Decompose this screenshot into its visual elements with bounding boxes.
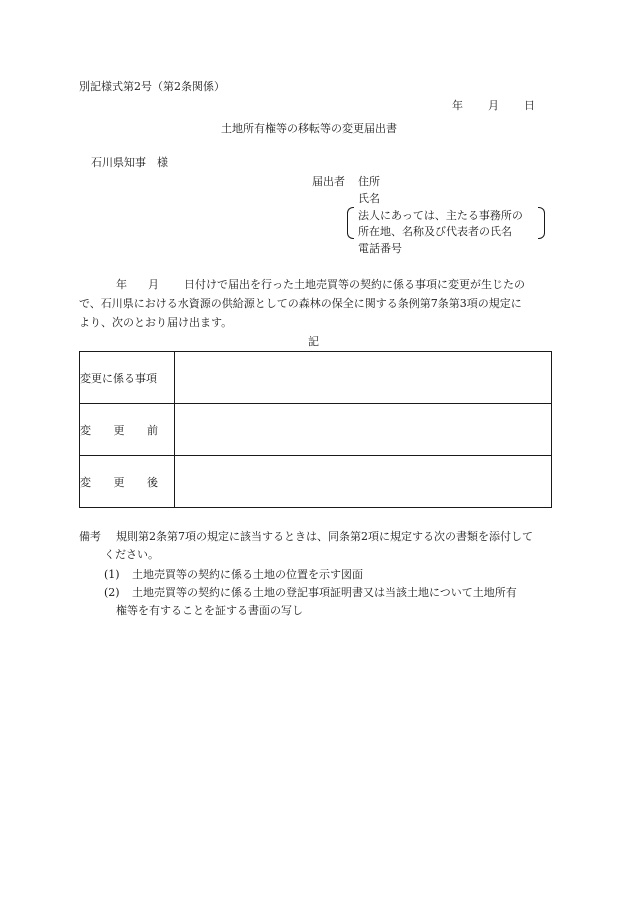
body-line1: 日付けで届出を行った土地売買等の契約に係る事項に変更が生じたの: [184, 278, 525, 291]
after-value[interactable]: [175, 456, 552, 508]
body-month: 月: [148, 278, 159, 291]
ki-heading: 記: [308, 335, 319, 348]
applicant-label: 届出者: [312, 175, 345, 188]
label-char: 変: [80, 475, 91, 489]
notes-item2-cont: 権等を有することを証する書面の写し: [116, 604, 303, 617]
document-title: 土地所有権等の移転等の変更届出書: [221, 122, 397, 135]
label-char: 更: [113, 475, 125, 489]
label-char: 後: [147, 475, 158, 489]
label-char: 変: [80, 423, 91, 437]
date-year: 年: [452, 99, 463, 112]
changed-item-value[interactable]: [175, 352, 552, 404]
applicant-address-label: 住所: [358, 175, 380, 188]
label-char: 前: [147, 423, 158, 437]
table-row: [80, 404, 552, 456]
addressee: 石川県知事 様: [91, 156, 168, 169]
body-year: 年: [116, 278, 127, 291]
body-line3: より、次のとおり届け出ます。: [79, 316, 233, 329]
change-table: [79, 351, 552, 508]
row-label-before: [80, 404, 175, 456]
row-label-changed-item: 変更に係る事項: [80, 352, 175, 404]
notes-item1-number: (1): [104, 568, 120, 581]
bracket-left: [347, 207, 354, 239]
date-day: 日: [524, 99, 535, 112]
applicant-phone-label: 電話番号: [358, 242, 402, 255]
form-number: 別記様式第2号（第2条関係）: [79, 80, 225, 93]
before-value[interactable]: [175, 404, 552, 456]
notes-line1-cont: ください。: [104, 548, 159, 561]
row-label-after: [80, 456, 175, 508]
applicant-name-label: 氏名: [358, 192, 380, 205]
corporate-note-line2: 所在地、名称及び代表者の氏名: [358, 225, 512, 238]
notes-label: 備考: [79, 530, 101, 543]
body-line2: で、石川県における水資源の供給源としての森林の保全に関する条例第7条第3項の規定に: [79, 297, 522, 310]
table-row: [80, 352, 552, 404]
notes-item1-text: 土地売買等の契約に係る土地の位置を示す図面: [132, 568, 363, 581]
corporate-note-line1: 法人にあっては、主たる事務所の: [358, 209, 523, 222]
notes-line1: 規則第2条第7項の規定に該当するときは、同条第2項に規定する次の書類を添付して: [116, 530, 533, 543]
table-row: [80, 456, 552, 508]
notes-item2-number: (2): [104, 586, 120, 599]
date-month: 月: [488, 99, 499, 112]
bracket-right: [538, 207, 545, 239]
label-char: 更: [113, 423, 125, 437]
notes-item2-text: 土地売買等の契約に係る土地の登記事項証明書又は当該土地について土地所有: [132, 586, 517, 599]
